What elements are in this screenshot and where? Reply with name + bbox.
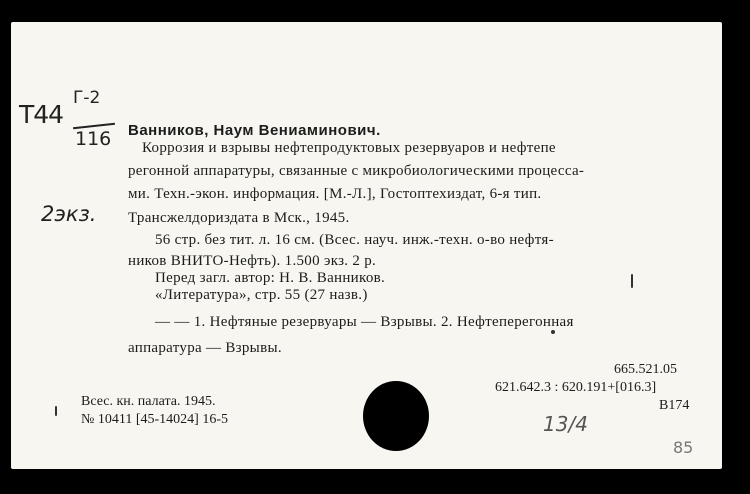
catalog-card [11, 22, 722, 469]
description-line: Коррозия и взрывы нефтепродуктовых резервуаров и нефтепе [142, 140, 556, 156]
handwritten-footer-note: 13/4 [543, 412, 588, 436]
handwritten-copies-note: 2экз. [41, 202, 97, 226]
description-line: регонной аппаратуры, связанные с микробиологическими процесса- [128, 163, 585, 179]
description-line: 56 стр. без тит. л. 16 см. (Всес. науч. инж.-техн. о-во нефтя- [155, 232, 554, 248]
subject-line: — — 1. Нефтяные резервуары — Взрывы. 2. Нефтеперегонная [155, 314, 574, 330]
punch-hole [363, 381, 429, 451]
description-line: Трансжелдориздата в Мск., 1945. [128, 210, 350, 226]
udc-code: В174 [659, 398, 690, 413]
description-line: Перед загл. автор: Н. В. Ванников. [155, 270, 386, 286]
shelfmark-bottom: 116 [75, 128, 112, 150]
book-chamber-note: Всес. кн. палата. 1945. [81, 394, 216, 409]
ink-speck [631, 274, 633, 288]
shelfmark-left: T44 [19, 100, 64, 129]
subject-line: аппаратура — Взрывы. [128, 340, 282, 356]
udc-code: 621.642.3 : 620.191+[016.3] [495, 380, 657, 395]
shelfmark-top: Г-2 [73, 88, 101, 108]
description-line: «Литература», стр. 55 (27 назв.) [155, 287, 368, 303]
registration-number: № 10411 [45-14024] 16-5 [81, 412, 228, 427]
ink-speck [551, 330, 555, 334]
udc-code: 665.521.05 [614, 362, 677, 377]
author-heading: Ванников, Наум Вениаминович. [128, 122, 381, 139]
ink-speck [55, 406, 57, 416]
handwritten-footer-note-2: 85 [673, 438, 694, 457]
description-line: ников ВНИТО-Нефть). 1.500 экз. 2 р. [128, 253, 377, 269]
description-line: ми. Техн.-экон. информация. [М.-Л.], Гостоптехиздат, 6-я тип. [128, 186, 542, 202]
